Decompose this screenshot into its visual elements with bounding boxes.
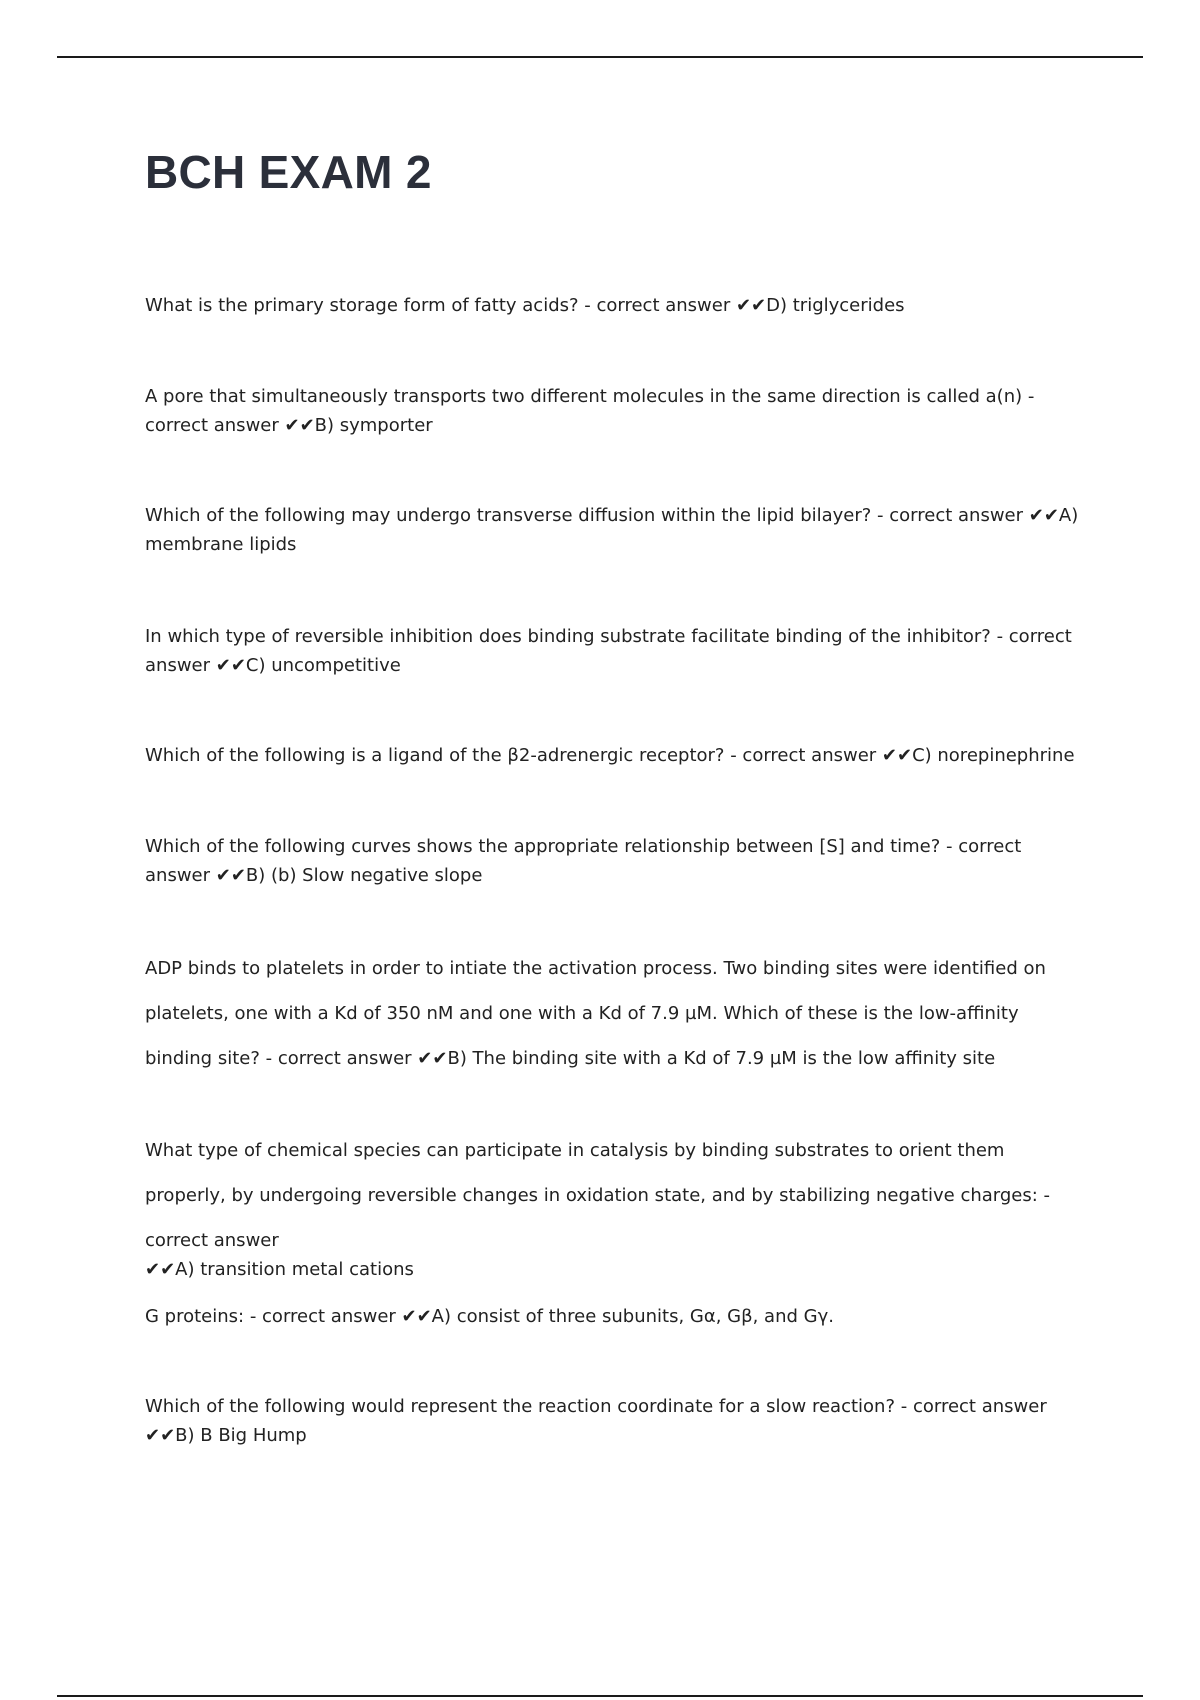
question-answer-10: Which of the following would represent the reaction coordinate for a slow reaction? - correct answer ✔✔B) B Big Hump [145,1396,1047,1446]
question-answer-8 [145,1128,1085,1284]
document-title: BCH EXAM 2 [145,146,432,198]
question-answer-1: What is the primary storage form of fatty acids? - correct answer ✔✔D) triglycerides [145,295,905,316]
top-rule [57,56,1143,58]
question-answer-7: ADP binds to platelets in order to intiate the activation process. Two binding sites were identified on platelets, one with a Kd of 350 nM and one with a Kd of 7.9 µM. Which of these is the low-affinity binding site? - correct answer ✔✔B) The binding site with a Kd of 7.9 µM is the low affinity site [145,958,1046,1069]
question-answer-4: In which type of reversible inhibition does binding substrate facilitate binding of the inhibitor? - correct answer ✔✔C) uncompetitive [145,626,1072,676]
question-answer-9: G proteins: - correct answer ✔✔A) consist of three subunits, Gα, Gβ, and Gγ. [145,1306,834,1327]
bottom-rule [57,1695,1143,1697]
question-answer-8-answer: ✔✔A) transition metal cations [145,1259,414,1280]
question-answer-5: Which of the following is a ligand of the β2-adrenergic receptor? - correct answer ✔✔C) norepinephrine [145,745,1075,766]
question-answer-8-text: What type of chemical species can participate in catalysis by binding substrates to orient them properly, by undergoing reversible changes in oxidation state, and by stabilizing negative charges: - correct answer [145,1140,1051,1251]
question-answer-3: Which of the following may undergo transverse diffusion within the lipid bilayer? - correct answer ✔✔A) membrane lipids [145,505,1079,555]
question-answer-6: Which of the following curves shows the appropriate relationship between [S] and time? - correct answer ✔✔B) (b) Slow negative slope [145,836,1022,886]
question-answer-2: A pore that simultaneously transports two different molecules in the same direction is called a(n) - correct answer ✔✔B) symporter [145,386,1035,436]
